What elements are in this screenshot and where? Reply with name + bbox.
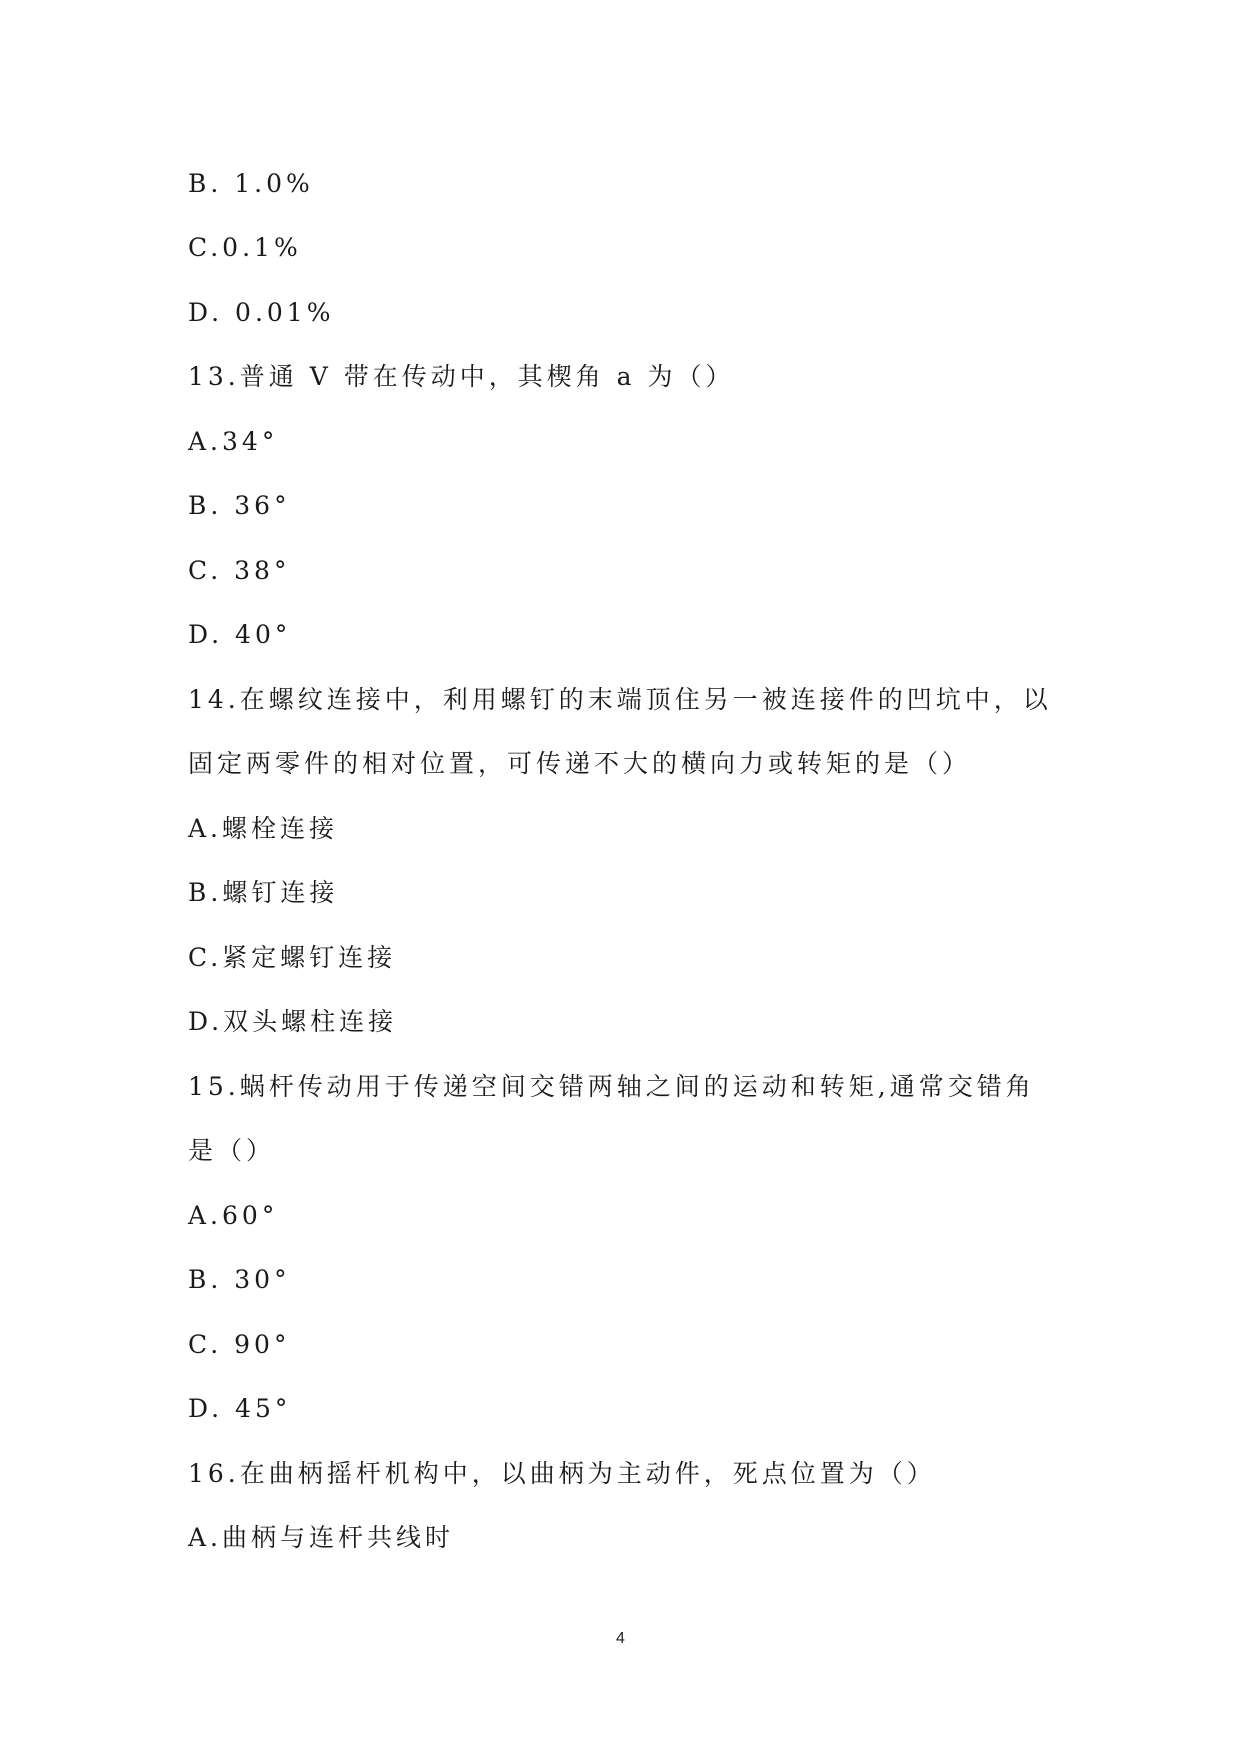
question-14-line-1: 14.在螺纹连接中，利用螺钉的末端顶住另一被连接件的凹坑中，以 [188,685,1052,714]
option-c-q14: C.紧定螺钉连接 [188,943,397,972]
option-a-q15: A.60° [188,1201,279,1230]
question-15-line-2: 是（） [188,1136,276,1165]
option-b-q13: B. 36° [188,491,291,520]
question-14-line-2: 固定两零件的相对位置，可传递不大的横向力或转矩的是（） [188,749,972,778]
option-b-q14: B.螺钉连接 [188,878,339,907]
option-a-q14: A.螺栓连接 [188,814,339,843]
page-number: 4 [616,1630,625,1647]
option-d-q12: D. 0.01% [188,298,335,327]
option-d-q14: D.双头螺柱连接 [188,1007,398,1036]
option-c-q12: C.0.1% [188,233,302,262]
option-d-q15: D. 45° [188,1394,292,1423]
option-c-q15: C. 90° [188,1330,291,1359]
option-d-q13: D. 40° [188,620,292,649]
question-16: 16.在曲柄摇杆机构中，以曲柄为主动件，死点位置为（） [188,1459,936,1488]
option-b-q12: B. 1.0% [188,169,314,198]
question-13: 13.普通 V 带在传动中，其楔角 a 为（） [188,362,735,391]
option-c-q13: C. 38° [188,556,291,585]
question-15-line-1: 15.蜗杆传动用于传递空间交错两轴之间的运动和转矩,通常交错角 [188,1072,1035,1101]
option-b-q15: B. 30° [188,1265,291,1294]
option-a-q16: A.曲柄与连杆共线时 [188,1523,455,1552]
option-a-q13: A.34° [188,427,279,456]
